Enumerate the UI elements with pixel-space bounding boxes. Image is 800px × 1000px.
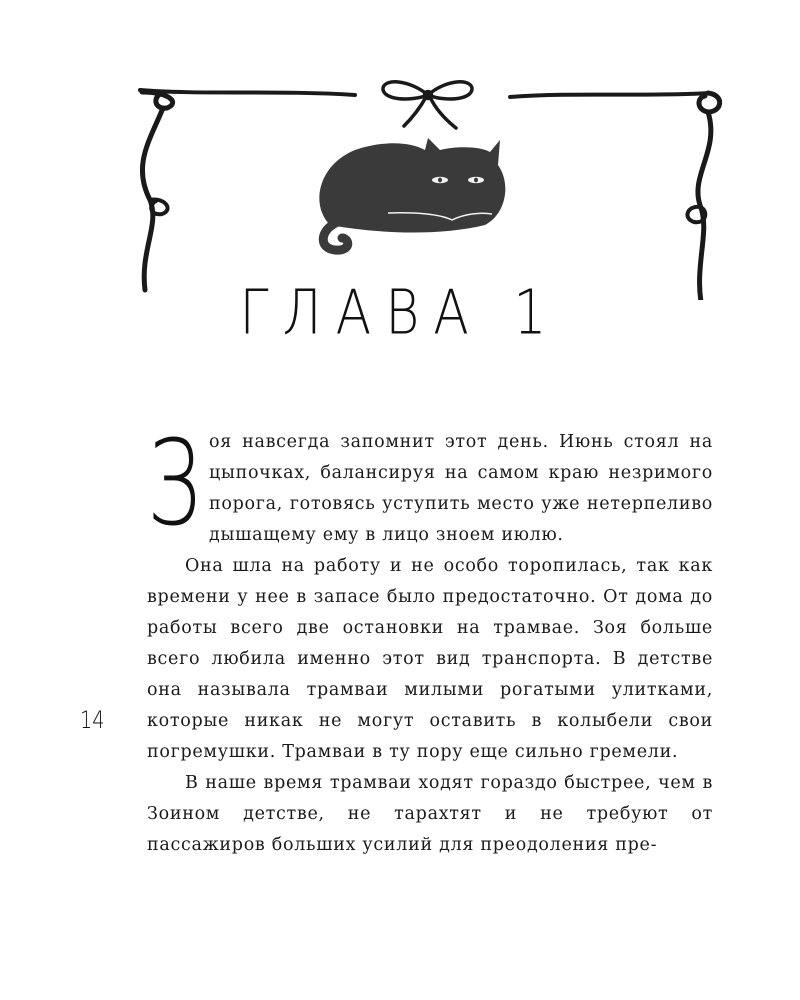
paragraph-2: Она шла на работу и не особо торопилась, так как времени у нее в запасе было предостаточно. От дома до работы всего две остановки на трамвае. Зоя больше всего любила именно этот вид транспорта. В детстве она называла трамваи милыми рогатыми улитками, которые никак не могут оставить в колыбели свои погремушки. Трамваи в ту пору еще сильно гремели.	[147, 556, 713, 762]
chapter-title: ГЛАВА 1	[239, 278, 561, 349]
drop-cap: З	[147, 414, 202, 552]
right-ribbon-icon	[510, 93, 720, 300]
cat-icon	[319, 138, 505, 250]
paragraph-1	[147, 414, 713, 552]
chapter-ornament	[0, 0, 800, 300]
bow-icon	[383, 82, 472, 128]
paragraph-3: В наше время трамваи ходят гораздо быстрее, чем в Зоином детстве, не тарахтят и не требуют от пассажиров больших усилий для преодоления пре-	[147, 773, 713, 855]
page-number: 14	[80, 706, 105, 734]
body-text	[147, 414, 713, 861]
paragraph-1-text: оя навсегда запомнит этот день. Июнь стоял на цыпочках, балансируя на самом краю незримого порога, готовясь уступить место уже нетерпеливо дышащему ему в лицо зноем июлю.	[209, 432, 713, 545]
